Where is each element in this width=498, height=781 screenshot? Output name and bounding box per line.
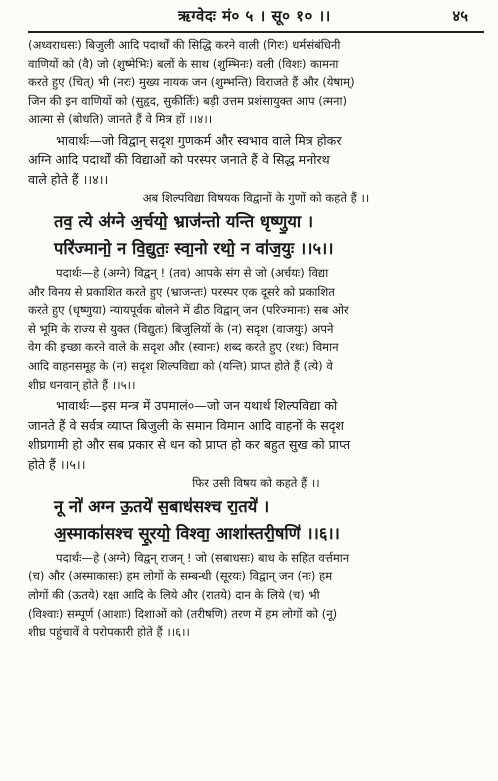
- text-line: लोगों की (ऊतये) रक्षा आदि के लिये और (रातये) दान के लिये (च) भी: [28, 588, 320, 602]
- text-line: शीघ्र धनवान् होते हैं ।।५।।: [28, 377, 136, 392]
- text-line: भावार्थः—इस मन्त्र में उपमालं०—जो जन यथार्थ शिल्पविद्या को: [56, 398, 338, 414]
- header-rule: [28, 31, 484, 33]
- text-line: भावार्थः—जो विद्वान् सदृश गुणकर्म और स्वभाव वाले मित्र होकर: [56, 132, 342, 148]
- text-line: करते हुए (चित्) भी (नरः) मुख्य नायक जन (शुम्भन्ति) विराजते हैं और (येषाम्): [28, 75, 355, 90]
- text-line: शीघ्रगामी हो और सब प्रकार से धन को प्राप्त हो कर बहुत सुख को प्राप्त: [28, 437, 351, 453]
- text-line: शीघ्र पहुंचावें वे परोपकारी होते हैं ।।६।।: [28, 625, 190, 640]
- mantra-5: [28, 208, 484, 262]
- running-title: ऋग्वेदः मं० ५ । सू० १० ।।: [178, 7, 331, 25]
- text-line: वाले होते हैं ।।४।।: [28, 171, 109, 187]
- mantra-line: अ॒स्माका॑सश्च सू॒रयो॒ विश्वा॒ आशा॑स्तरी॒षणि॑ ।।६।।: [54, 523, 340, 543]
- mantra-6: [28, 493, 484, 547]
- section-intro: अब शिल्पविद्या विषयक विद्वानों के गुणों को कहते हैं ।।: [142, 191, 370, 206]
- text-line: जानते हैं वे सर्वत्र व्याप्त बिजुली के समान विमान आदि वाहनों के सदृश: [28, 417, 344, 433]
- text-line: पदार्थः—हे (अग्ने) विद्वन् राजन् ! जो (सबाधसः) बाध के सहित वर्त्तमान: [56, 550, 350, 565]
- text-line: आत्मा से (बोधति) जानते हैं वे मित्र हों ।।४।।: [28, 112, 213, 127]
- bhavartha-5: [28, 396, 484, 474]
- text-line: वेग की इच्छा करने वाले के सदृश और (स्वानः) शब्द करते हुए (रथः) विमान: [28, 340, 339, 355]
- text-line: (विश्वाः) सम्पूर्ण (आशाः) दिशाओं को (तरीषणि) तरण में हम लोगों को (नू): [28, 606, 338, 621]
- mantra-line: नू नो॑ अग्न ऊ॒तये॑ स॒बाध॑सश्च रा॒तये॑ ।: [54, 496, 270, 516]
- page-header: [28, 0, 484, 34]
- text-line: पदार्थः—हे (अग्ने) विद्वन् ! (तव) आपके संग से जो (अर्चयः) विद्या: [56, 266, 329, 281]
- body-text: [28, 36, 484, 642]
- page-number: ४५: [452, 7, 468, 25]
- padartha-5: [28, 264, 484, 394]
- text-line: करते हुए (धृष्णुया) न्यायपूर्वक बोलने में ढीठ विद्वान् जन (परिज्मानः) सब ओर: [28, 303, 349, 318]
- text-line: और विनय से प्रकाशित करते हुए (भ्राजन्तः) परस्पर एक दूसरे को प्रकाशित: [28, 284, 335, 299]
- mantra-line: परि॑ज्मानो॒ न वि॒द्युतः॒ स्वा॒नो रथो॒ न वा॑ज॒युः ।।५।।: [54, 239, 334, 259]
- text-line: जिन की इन वाणियों को (सुहृद, सुकीर्तिः) बड़ी उत्तम प्रशंसायुक्त आप (त्मना): [28, 93, 347, 108]
- text-line: से भूमि के राज्य से युक्त (विद्युतः) बिजुलियों के (न) सदृश (वाजयुः) अपने: [28, 321, 334, 336]
- text-line: वाणियों को (वै) जो (शुष्मेभिः) बलों के साथ (शुम्भिनः) वली (विशः) कामना: [28, 56, 339, 71]
- bhavartha-4: [28, 131, 484, 190]
- text-line: आदि वाहनसमूह के (न) सदृश शिल्पविद्या को (यन्ति) प्राप्त होते हैं (त्ये) वे: [28, 359, 333, 374]
- text-line: अग्नि आदि पदार्थों की विद्याओं को परस्पर जनाते हैं वे सिद्ध मनोरथ: [28, 152, 330, 168]
- text-line: (च) और (अस्माकासः) हम लोगों के सम्बन्धी (सूरयः) विद्वान् जन (नः) हम: [28, 569, 333, 584]
- padartha-4-continued: [28, 36, 484, 129]
- text-line: होते हैं ।।५।।: [28, 456, 86, 472]
- text-line: (अध्वराधसः) बिजुली आदि पदार्थों की सिद्धि करने वाली (गिरः) धर्मसंबंधिनी: [28, 38, 341, 52]
- padartha-6: [28, 549, 484, 642]
- section-intro: फिर उसी विषय को कहते हैं ।।: [192, 476, 320, 491]
- mantra-line: तव॒ त्ये अ॑ग्ने अ॒र्चयो॒ भ्राज॑न्तो यन्ति धृष्णु॒या ।: [54, 212, 314, 232]
